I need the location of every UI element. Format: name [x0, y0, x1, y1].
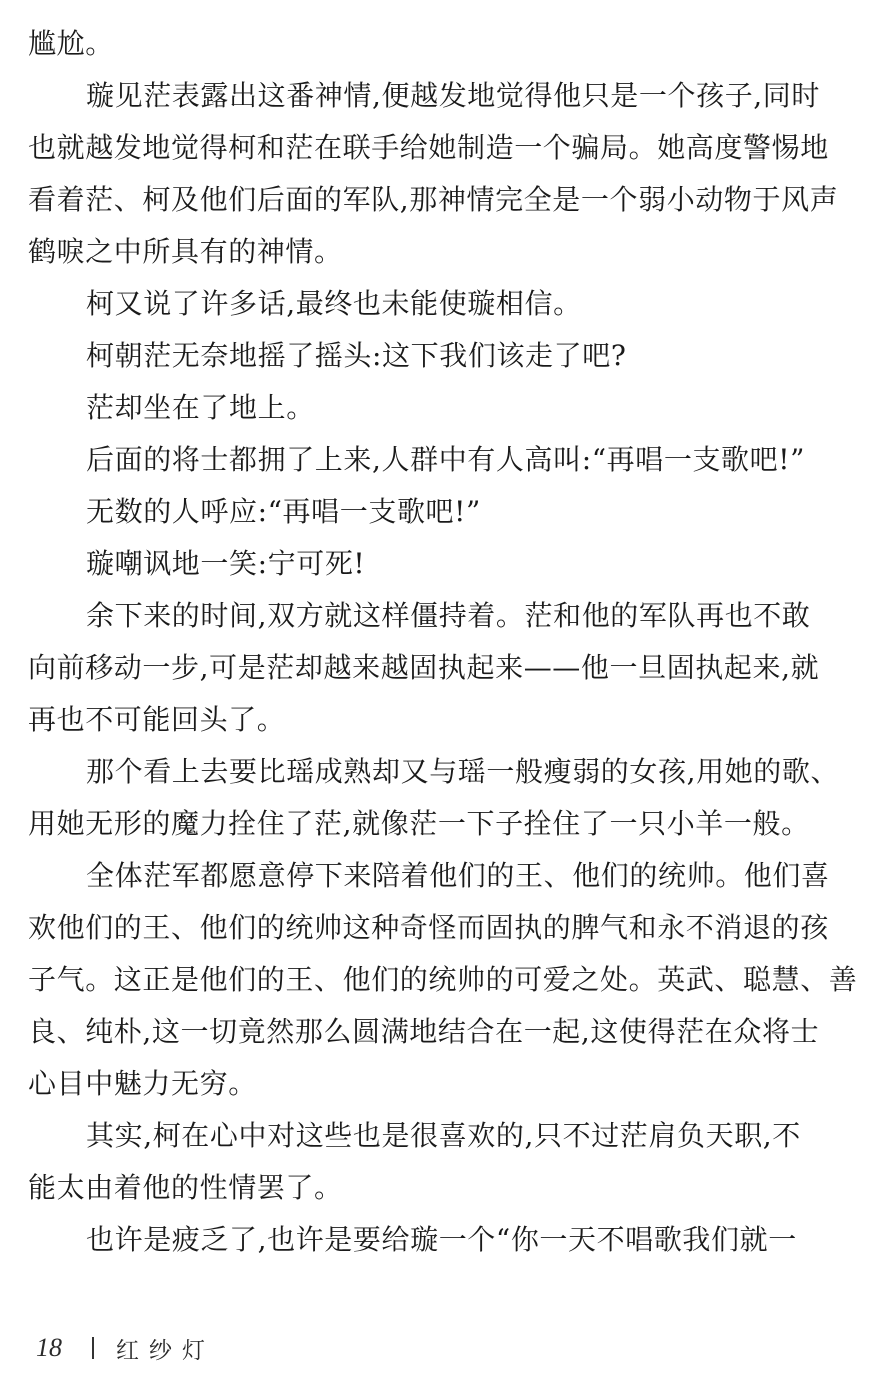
text-line: 全体茫军都愿意停下来陪着他们的王、他们的统帅。他们喜 [86, 859, 830, 892]
text-line: 也许是疲乏了,也许是要给璇一个“你一天不唱歌我们就一 [86, 1223, 797, 1256]
text-line: 欢他们的王、他们的统帅这种奇怪而固执的脾气和永不消退的孩 [28, 911, 829, 944]
text-line: 也就越发地觉得柯和茫在联手给她制造一个骗局。她高度警惕地 [28, 131, 829, 164]
page-body [28, 18, 858, 1266]
text-line: 茫却坐在了地上。 [86, 391, 315, 424]
page-number: 18 [36, 1333, 62, 1362]
text-line: 后面的将士都拥了上来,人群中有人高叫:“再唱一支歌吧!” [86, 443, 806, 476]
page-footer [36, 1330, 215, 1366]
text-line: 鹤唳之中所具有的神情。 [28, 235, 343, 268]
text-line: 柯又说了许多话,最终也未能使璇相信。 [86, 287, 582, 320]
text-line: 能太由着他的性情罢了。 [28, 1171, 343, 1204]
text-line: 无数的人呼应:“再唱一支歌吧!” [86, 495, 481, 528]
text-line: 余下来的时间,双方就这样僵持着。茫和他的军队再也不敢 [86, 599, 811, 632]
text-line: 再也不可能回头了。 [28, 703, 286, 736]
text-line: 良、纯朴,这一切竟然那么圆满地结合在一起,这使得茫在众将士 [28, 1015, 820, 1048]
text-line: 看着茫、柯及他们后面的军队,那神情完全是一个弱小动物于风声 [28, 183, 839, 216]
text-line: 璇嘲讽地一笑:宁可死! [86, 547, 366, 580]
text-line: 那个看上去要比瑶成熟却又与瑶一般瘦弱的女孩,用她的歌、 [86, 755, 840, 788]
text-line: 子气。这正是他们的王、他们的统帅的可爱之处。英武、聪慧、善 [28, 963, 858, 996]
book-title: 红纱灯 [116, 1337, 215, 1364]
text-line: 尴尬。 [28, 27, 114, 60]
text-line: 心目中魅力无穷。 [28, 1067, 257, 1100]
text-line: 璇见茫表露出这番神情,便越发地觉得他只是一个孩子,同时 [86, 79, 821, 112]
text-line: 柯朝茫无奈地摇了摇头:这下我们该走了吧? [86, 339, 627, 372]
text-line: 其实,柯在心中对这些也是很喜欢的,只不过茫肩负天职,不 [86, 1119, 801, 1152]
text-line: 用她无形的魔力拴住了茫,就像茫一下子拴住了一只小羊一般。 [28, 807, 810, 840]
text-line: 向前移动一步,可是茫却越来越固执起来——他一旦固执起来,就 [28, 651, 820, 684]
footer-divider [92, 1337, 94, 1359]
